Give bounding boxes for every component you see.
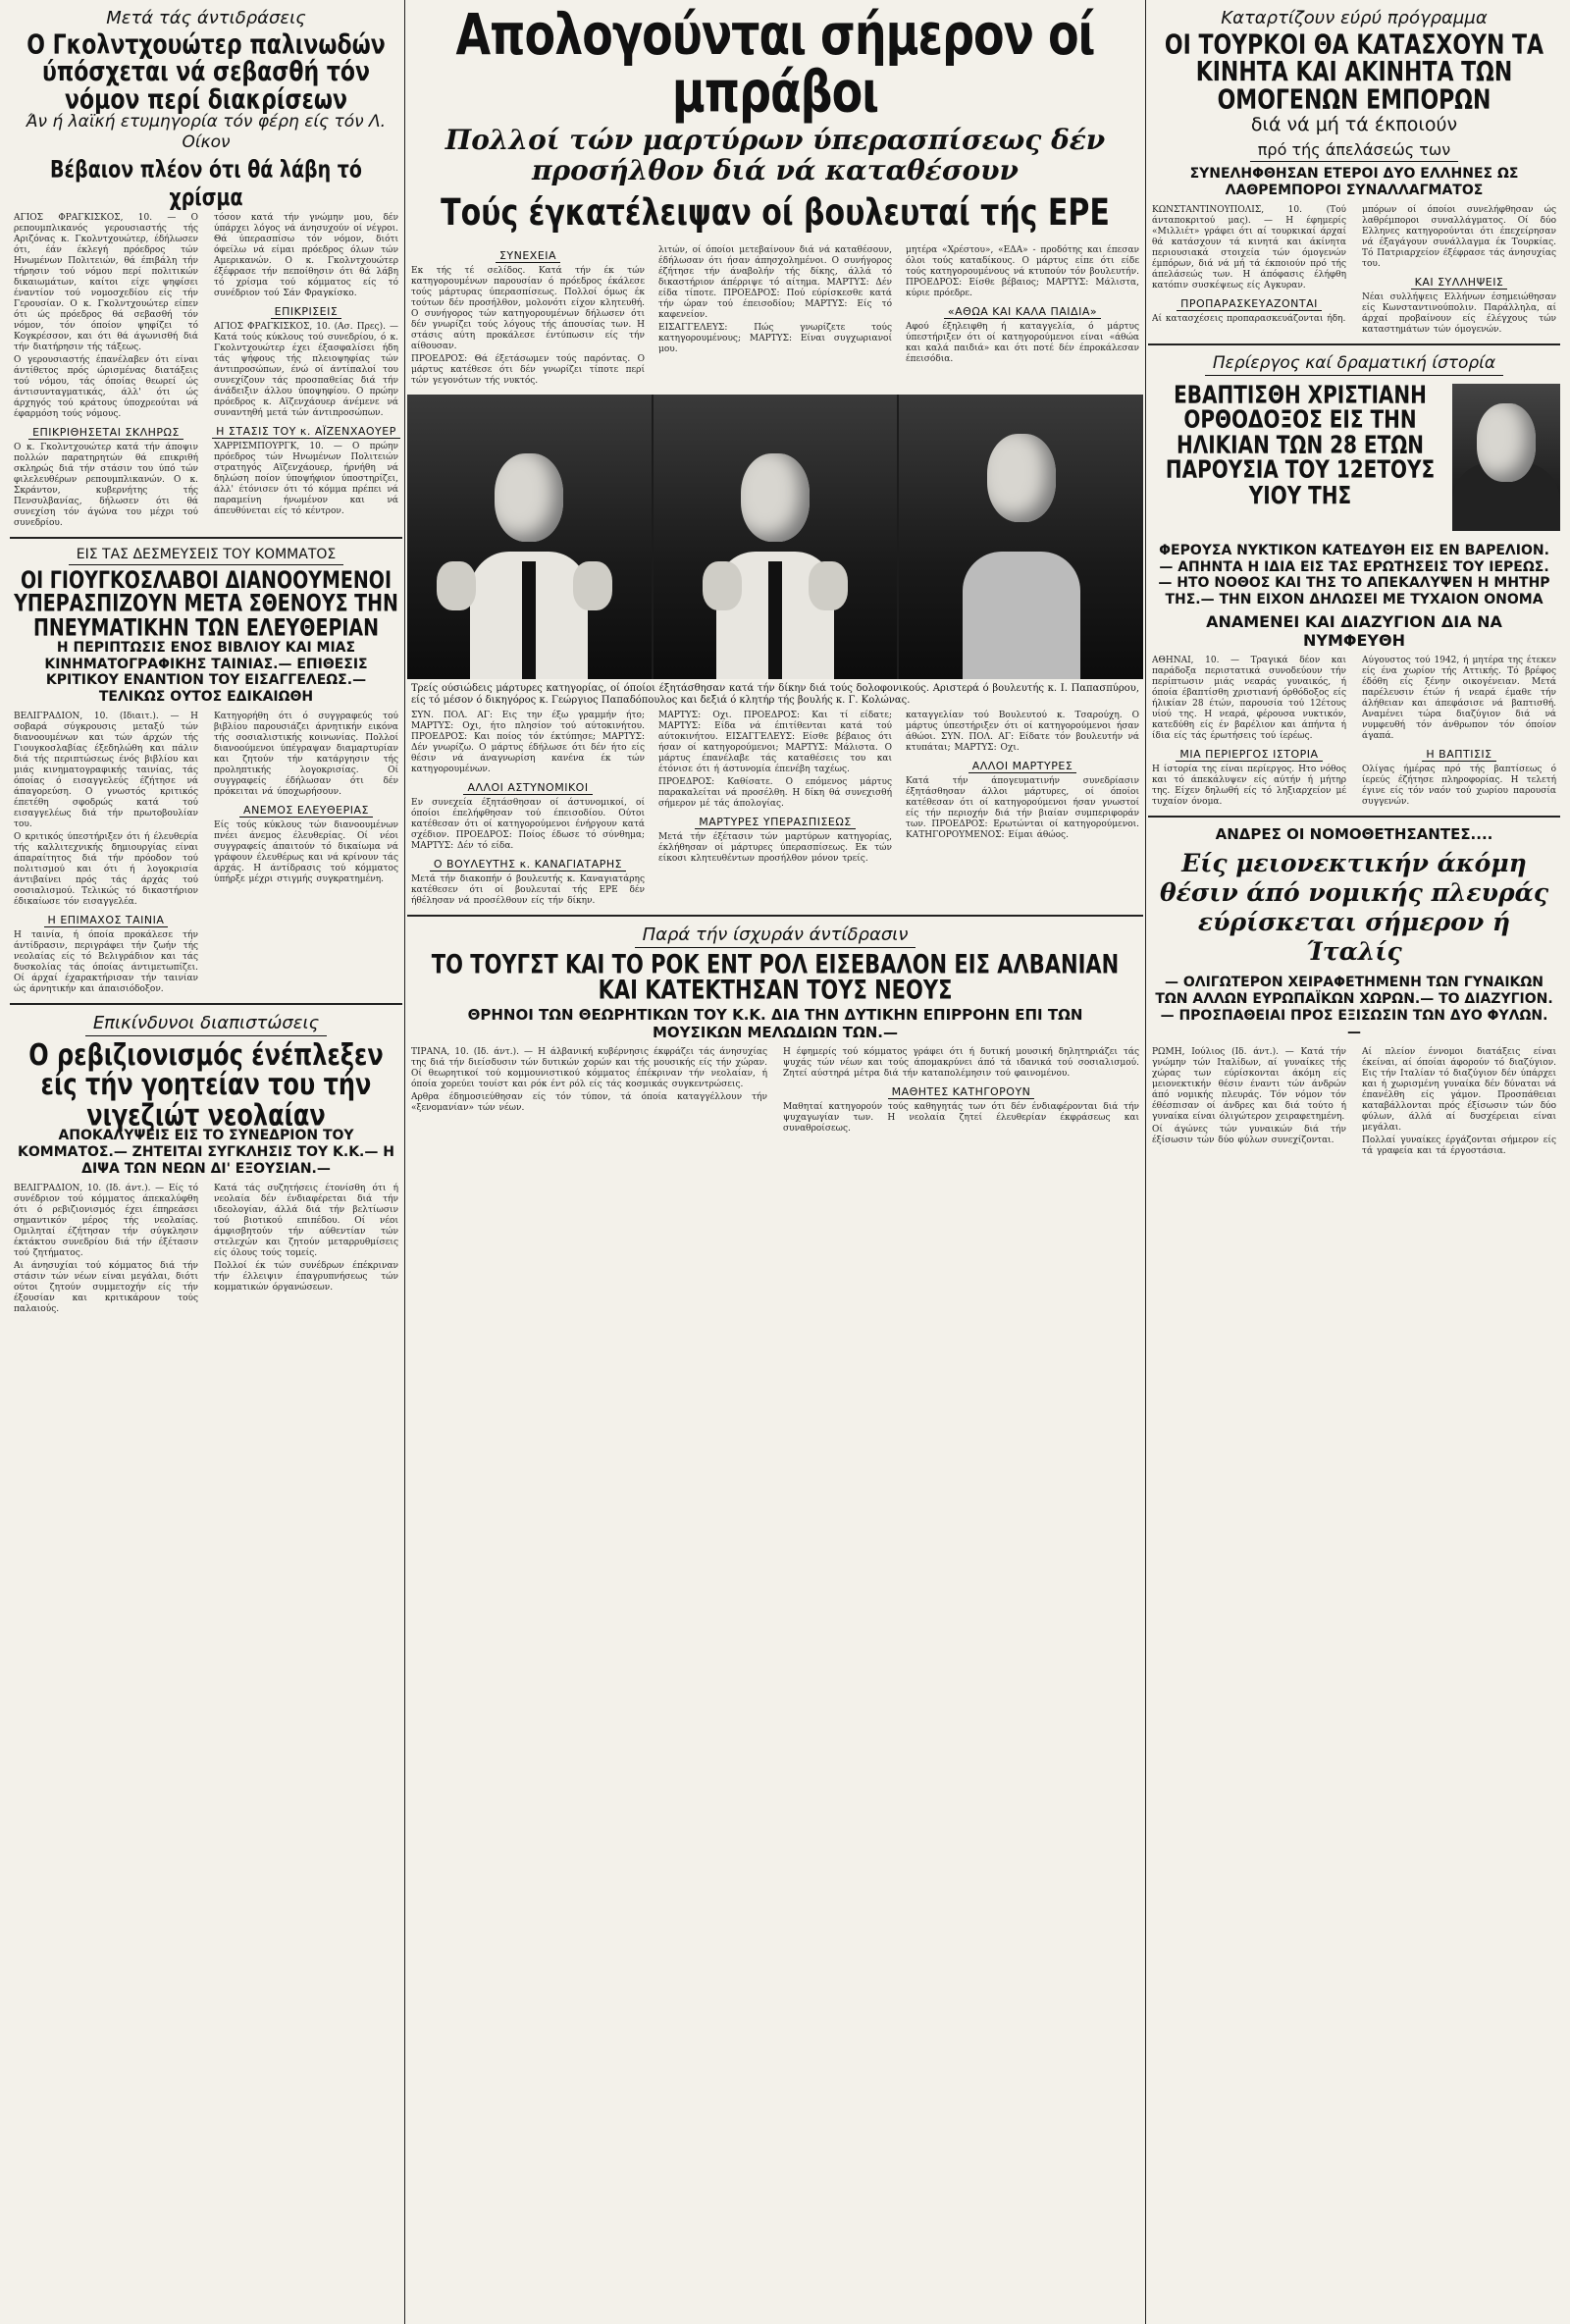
section-other-witnesses: ΑΛΛΟΙ ΜΑΡΤΥΡΕΣ	[902, 760, 1143, 772]
section-students: ΜΑΘΗΤΕΣ ΚΑΤΗΓΟΡΟΥΝ	[779, 1085, 1143, 1098]
kicker-italy: ΑΝΔΡΕΣ ΟΙ ΝΟΜΟΘΕΤΗΣΑΝΤΕΣ....	[1215, 825, 1493, 844]
photo-woman	[1452, 384, 1560, 531]
baptism-body: ΑΘΗΝΑΙ, 10. — Τραγικά δέον και παράδοξα περιστατικά συνοδεύουν τήν περίπτωσιν μιάς νεαράς γυναικός, ή όποία έβαπτίσθη χριστιανή όρθόδοξος είς ήλικίαν 28 έτών, παρουσία τού 12έτους υίού της. Η νεαρά, φέρουσα νυκτικόν, κατεδύθη είς έν βαρέλιον και άπήντα ή ίδια είς τάς έρωτήσεις τού ίερέως. ΜΙΑ ΠΕΡΙΕΡΓΟΣ ΙΣΤΟΡΙΑ Η ίστορία της είναι περίεργος. Ητο νόθος και τό άπεκάλυψεν είς αύτήν ή μήτηρ της. Είχεν δηλωθή είς τό ληξιαρχείον μέ τυχαίον όνομα. Αύγουστος τού 1942, ή μητέρα της έτεκεν είς ένα χωρίον τής Αττικής. Τό βρέφος έδόθη είς ξένην οικογένειαν. Μετά παρέλευσιν έτών ή νεαρά έμαθε τήν άλήθειαν και άπεφάσισε νά βαπτισθή. Αναμένει τώρα διαζύγιον διά νά νυμφευθή τόν άνθρωπον τόν όποίον άγαπά. Η ΒΑΠΤΙΣΙΣ Ολίγας ήμέρας πρό τής βαπτίσεως ό ίερεύς έζήτησε πληροφορίας. Η τελετή έγινε είς τόν ναόν τού χωρίου παρουσία συγγενών.	[1148, 654, 1560, 810]
trial-body-mid: ΣΥΝ. ΠΟΛ. ΑΓ: Εις την έξω γραμμήν ήτο; ΜΑΡΤΥΣ: Οχι, ήτο πλησίον τού αύτοκινήτου. ΠΡΟΕΔΡΟΣ: Και ποίος τόν έκτύπησε; ΜΑΡΤΥΣ: Δέν γνωρίζω. Ο μάρτυς έδήλωσε ότι δέν ήτο είς θέσιν νά άναγνωρίση κανένα έκ τών κατηγορουμένων. ΑΛΛΟΙ ΑΣΤΥΝΟΜΙΚΟΙ Εν συνεχεία έξητάσθησαν οί άστυνομικοί, οί όποίοι έπελήφθησαν τού έπεισοδίου. Ούτοι κατέθεσαν ότι οί κατηγορούμενοι ένήργουν κατά σχέδιον. ΠΡΟΕΔΡΟΣ: Ποίος έδωσε τό σύνθημα; ΜΑΡΤΥΣ: Δέν τό είδα. Ο ΒΟΥΛΕΥΤΗΣ κ. ΚΑΝΑΓΙΑΤΑΡΗΣ Μετά τήν διακοπήν ό βουλευτής κ. Καναγιατάρης κατέθεσεν ότι οί βουλευταί τής ΕΡΕ δέν ήθέλησαν νά προσέλθουν είς τήν δίκην. ΜΑΡΤΥΣ: Οχι. ΠΡΟΕΔΡΟΣ: Και τί είδατε; ΜΑΡΤΥΣ: Είδα νά έπιτίθενται κατά τού αύτοκινήτου. ΕΙΣΑΓΓΕΛΕΥΣ: Είσθε βέβαιος ότι ήσαν οί κατηγορούμενοι; ΜΑΡΤΥΣ: Μάλιστα. Ο μάρτυς έπανέλαβε τάς καταθέσεις του και έτόνισε ότι ή άστυνομία έπενέβη ταχέως. ΠΡΟΕΔΡΟΣ: Καθίσατε. Ο επόμενος μάρτυς παρακαλείται νά προσέλθη. Η δίκη θά συνεχισθή σήμερον μέ τάς άπολογίας. ΜΑΡΤΥΡΕΣ ΥΠΕΡΑΣΠΙΣΕΩΣ Μετά τήν έξέτασιν τών μαρτύρων κατηγορίας, έκλήθησαν οί μάρτυρες ύπερασπίσεως. Εκ τών είκοσι κλητευθέντων προσήλθον μόνον τρείς. καταγγελίαν τού Βουλευτού κ. Τσαρούχη. Ο μάρτυς ύπεστήριξεν ότι οί κατηγορούμενοι ήσαν άθώοι. ΣΥΝ. ΠΟΛ. ΑΓ: Είδατε τόν βουλευτήν νά κτυπάται; ΜΑΡΤΥΣ: Οχι. ΑΛΛΟΙ ΜΑΡΤΥΡΕΣ Κατά τήν άπογευματινήν συνεδρίασιν έξητάσθησαν άλλοι μάρτυρες, οί όποίοι κατέθεσαν ότι οί κατηγορούμενοι ήσαν γνωστοί είς τήν περιοχήν διά τήν βιαίαν συμπεριφοράν των. ΠΡΟΕΔΡΟΣ: Ερωτώνται οί κατηγορούμενοι. ΚΑΤΗΓΟΡΟΥΜΕΝΟΣ: Είμαι άθώος.	[407, 709, 1143, 909]
baptism-headline-row	[1148, 380, 1560, 535]
column-rule-1	[404, 0, 405, 2324]
italy-body: ΡΩΜΗ, Ιούλιος (Ιδ. άντ.). — Κατά τήν γνώμην τών Ιταλίδων, αί γυναίκες τής χώρας των εύρίσκονται άκόμη είς μειονεκτικήν θέσιν έναντι τών άνδρών άπό νομικής πλευράς. Τόν νόμον τόν έθέσπισαν οί άνδρες και διά τούτο ή γυναίκα είναι όλιγώτερον χειραφετημένη. Οί άγώνες τών γυναικών διά τήν έξίσωσιν τών δύο φύλων συνεχίζονται. Αί πλείον έννομοι διατάξεις είναι έκείναι, αί όποίαι άφορούν τό διαζύγιον. Εις τήν Ιταλίαν τό διαζύγιον δέν ύπάρχει και ή χωρισμένη γυναίκα δέν δύναται νά έπανέλθη είς γάμον. Προσπάθειαι καταβάλλονται πρός έξίσωσιν τών δύο φύλων, άλλά αί δυσχέρειαι είναι μεγάλαι. Πολλαί γυναίκες έργάζονται σήμερον είς τά γραφεία και τά έργοστάσια.	[1152, 1046, 1556, 1156]
column-rule-2	[1145, 0, 1146, 2324]
subhead-goldwater-2: Βέβαιον πλέον ότι θά λάβη τό χρίσμα	[50, 156, 362, 212]
subhead-revisionism: ΑΠΟΚΑΛΥΨΕΙΣ ΕΙΣ ΤΟ ΣΥΝΕΔΡΙΟΝ ΤΟΥ ΚΟΜΜΑΤΟΣ.— ΖΗΤΕΙΤΑΙ ΣΥΓΚΛΗΣΙΣ ΤΟΥ Κ.Κ.— Η ΔΙΨΑ ΤΩΝ ΝΕΩΝ ΔΙ' ΕΞΟΥΣΙΑΝ.—	[18, 1128, 394, 1177]
headline-ere: Τούς έγκατέλειψαν οί βουλευταί τής ΕΡΕ	[441, 191, 1110, 236]
headline-turks: ΟΙ ΤΟΥΡΚΟΙ ΘΑ ΚΑΤΑΣΧΟΥΝ ΤΑ ΚΙΝΗΤΑ ΚΑΙ ΑΚΙΝΗΤΑ ΤΩΝ ΟΜΟΓΕΝΩΝ ΕΜΠΟΡΩΝ	[1164, 29, 1544, 116]
section-synecheia: ΣΥΝΕΧΕΙΑ	[407, 249, 649, 262]
headline-italy: Είς μειονεκτικήν άκόμη θέσιν άπό νομικής πλευράς εύρίσκεται σήμερον ή Ίταλίς	[1159, 849, 1549, 967]
headline-revisionism: Ο ρεβιζιονισμός ένέπλεξεν είς τήν γοητείαν του τήν νιγεζιώτ νεολαίαν	[28, 1037, 384, 1133]
trial-body-top: ΣΥΝΕΧΕΙΑ Εκ τής τέ σελίδος. Κατά τήν έκ τών κατηγορουμένων παρουσίαν ό πρόεδρος έκάλεσε τούς μάρτυρας ύπερασπίσεως. Πολλοί όμως έκ τούτων δέν προσήλθον, μολονότι είχον κλητευθή. Ο συνήγορος τών κατηγορουμένων δήλωσεν ότι δέν γνωρίζει τούς λόγους τής άπουσίας των. Η στάσις αύτη προκάλεσε έντύπωσιν είς τήν αίθουσαν. ΠΡΟΕΔΡΟΣ: Θά έξετάσωμεν τούς παρόντας. Ο μάρτυς κατέθεσε ότι δέν γνωρίζει τίποτε περί τών γεγονότων τής νυκτός. λιτών, οί όποίοι μετεβαίνουν διά νά καταθέσουν, έδήλωσαν ότι ήσαν άπησχολημένοι. Ο συνήγορος έζήτησε τήν άναβολήν τής δίκης, άλλά τό δικαστήριον άπέρριψε τό αίτημα. ΜΑΡΤΥΣ: Δέν είδα τίποτε. ΠΡΟΕΔΡΟΣ: Πού εύρίσκεσθε κατά τήν ώραν τού έπεισοδίου; ΜΑΡΤΥΣ: Είς τό καφενείον. ΕΙΣΑΓΓΕΛΕΥΣ: Πώς γνωρίζετε τούς κατηγορουμένους; ΜΑΡΤΥΣ: Είναι συγχωριανοί μου. μητέρα «Χρέστου», «ΕΔΑ» - προδότης και έπεσαν όλοι τούς καταδίκους. Ο μάρτυς είπε ότι είδε τούς κατηγορουμένους νά κτυπούν τόν βουλευτήν. ΠΡΟΕΔΡΟΣ: Είσθε βέβαιος; ΜΑΡΤΥΣ: Μάλιστα, κύριε πρόεδρε. «ΑΘΩΑ ΚΑΙ ΚΑΛΑ ΠΑΙΔΙΑ» Αφού έξηλειφθη ή καταγγελία, ό μάρτυς ύπεστήριξεν ότι οί κατηγορούμενοι είναι «άθώα και καλά παιδιά» και ότι ποτέ δέν έπροκάλεσαν έπεισόδια.	[407, 243, 1143, 389]
photo-witness-center	[654, 395, 898, 679]
photo-caption: Τρείς ούσιώδεις μάρτυρες κατηγορίας, οί όποίοι έξητάσθησαν κατά τήν δίκην διά τούς δολοφονικούς. Αριστερά ό βουλευτής κ. Ι. Παπασπύρου, είς τό μέσον ό δικηγόρος κ. Γεώργιος Παπαδόπουλος και δεξιά ό κλητήρ τής βουλής κ. Γ. Κολώνας.	[411, 683, 1139, 706]
turks-article	[1148, 8, 1560, 338]
subhead-italy: — ΟΛΙΓΩΤΕΡΟΝ ΧΕΙΡΑΦΕΤΗΜΕΝΗ ΤΩΝ ΓΥΝΑΙΚΩΝ ΤΩΝ ΑΛΛΩΝ ΕΥΡΩΠΑΪΚΩΝ ΧΩΡΩΝ.— ΤΟ ΔΙΑΖΥΓΙΟΝ.— ΠΡΟΣΠΑΘΕΙΑΙ ΠΡΟΣ ΕΞΙΣΩΣΙΝ ΤΩΝ ΔΥΟ ΦΥΛΩΝ.—	[1155, 975, 1553, 1040]
headline-baptism: ΕΒΑΠΤΙΣΘΗ ΧΡΙΣΤΙΑΝΗ ΟΡΘΟΔΟΞΟΣ ΕΙΣ ΤΗΝ ΗΛΙΚΙΑΝ ΤΩΝ 28 ΕΤΩΝ ΠΑΡΟΥΣΙΑ ΤΟΥ 12ΕΤΟΥΣ ΥΙΟΥ ΤΗΣ	[1165, 379, 1436, 509]
section-mp: Ο ΒΟΥΛΕΥΤΗΣ κ. ΚΑΝΑΓΙΑΤΑΡΗΣ	[407, 858, 649, 871]
section-film: Η ΕΠΙΜΑΧΟΣ ΤΑΙΝΙΑ	[10, 914, 202, 926]
revisionism-article	[10, 1013, 402, 1317]
section-innocent: «ΑΘΩΑ ΚΑΙ ΚΑΛΑ ΠΑΙΔΙΑ»	[902, 305, 1143, 318]
baptism-article	[1148, 353, 1560, 811]
subhead-yugoslav: Η ΠΕΡΙΠΤΩΣΙΣ ΕΝΟΣ ΒΙΒΛΙΟΥ ΚΑΙ ΜΙΑΣ ΚΙΝΗΜΑΤΟΓΡΑΦΙΚΗΣ ΤΑΙΝΙΑΣ.— ΕΠΙΘΕΣΙΣ ΚΡΙΤΙΚΟΥ ΕΝΑΝΤΙΟΝ ΤΟΥ ΕΙΣΑΓΓΕΛΕΩΣ.— ΤΕΛΙΚΩΣ ΟΥΤΟΣ ΕΔΙΚΑΙΩΘΗ	[44, 639, 368, 706]
albania-article	[407, 924, 1143, 1136]
middle-column	[407, 0, 1143, 2324]
kicker-revisionism: Επικίνδυνοι διαπιστώσεις	[10, 1013, 402, 1036]
subhead-goldwater: Άν ή λαϊκή ετυμηγορία τόν φέρη είς τόν Λ. Οίκον	[26, 112, 387, 152]
revisionism-body: ΒΕΛΙΓΡΑΔΙΟΝ, 10. (Ιδ. άντ.). — Είς τό συνέδριον τού κόμματος άπεκαλύφθη ότι ό ρεβιζιονισμός έχει έπηρεάσει σημαντικόν μέρος τής νεολαίας. Ομιληταί έζήτησαν τήν σύγκλησιν έκτάκτου συνεδρίου διά τήν έξέτασιν τού ζητήματος. Αι άνησυχίαι τού κόμματος διά τήν στάσιν τών νέων είναι μεγάλαι, διότι ούτοι ζητούν συμμετοχήν είς τήν έξουσίαν και κριτικάρουν τούς παλαιούς. Κατά τάς συζητήσεις έτονίσθη ότι ή νεολαία δέν ένδιαφέρεται διά τήν ιδεολογίαν, άλλά διά τήν βελτίωσιν τού βιοτικού επιπέδου. Οί νέοι άμφισβητούν τήν αύθεντίαν τών στελεχών και ζητούν μεταρρυθμίσεις είς όλους τούς τομείς. Πολλοί έκ τών συνέδρων έπέκριναν τήν έλλειψιν έπαγρυπνήσεως τών κομματικών όργανώσεων.	[14, 1183, 398, 1314]
subhead-turks-2: πρό τής άπελάσεώς των	[1154, 140, 1554, 162]
right-column	[1148, 0, 1560, 2324]
subhead-baptism-2: ΑΝΑΜΕΝΕΙ ΚΑΙ ΔΙΑΖΥΓΙΟΝ ΔΙΑ ΝΑ ΝΥΜΦΕΥΘΗ	[1206, 612, 1502, 651]
goldwater-body: ΑΓΙΟΣ ΦΡΑΓΚΙΣΚΟΣ, 10. — Ο ρεπουμπλικανός γερουσιαστής τής Αριζόνας κ. Γκολντχουώτερ, έδήλωσεν ότι, έάν έκλεγή πρόεδρος τών Ηνωμένων Πολιτειών, θά έπιβάλη τήν τήρησιν τού νόμου περί πολιτικών δικαιωμάτων, καίτοι είχε ψηφίσει έναντίον τού νομοσχεδίου είς τήν Γερουσίαν. Ο κ. Γκολντχουώτερ είπεν ότι ώς πρόεδρος θά σεβασθή τόν νόμον, τόν όποίον ψηφίζει τό Κογκρέσσον, και ότι θά άγωνισθή διά τήν διατήρησιν τής τάξεως. Ο γερουσιαστής έπανέλαβεν ότι είναι άντίθετος πρός ώρισμένας διατάξεις τού νόμου, τάς όποίας θεωρεί ώς άντισυνταγματικάς, άλλ' ότι ώς άρχηγός τού κράτους ύποχρεούται νά έφαρμόση τούς νόμους. ΕΠΙΚΡΙΘΗΣΕΤΑΙ ΣΚΛΗΡΩΣ Ο κ. Γκολντχουώτερ κατά τήν άποψιν πολλών παρατηρητών θά επικριθή σκληρώς διά τήν στάσιν του ύπό τών φιλελευθέρων ρεπουμπλικανών. Ο κ. Σκράντον, κυβερνήτης τής Πενσυλβανίας, δήλωσεν ότι θά συνεχίση τόν άγώνα του μέχρι τού συνεδρίου. τόσον κατά τήν γνώμην μου, δέν ύπάρχει λόγος νά άνησυχούν οί νέγροι. Θά ύπερασπίσω τόν νόμον, διότι όφείλω νά είμαι πρόεδρος όλων τών Αμερικανών. Ο κ. Γκολντχουώτερ έξέφρασε τήν πεποίθησιν ότι θά λάβη τό χρίσμα τού κόμματος είς τό συνέδριον τού Σάν Φραγκίσκο. ΕΠΙΚΡΙΣΕΙΣ ΑΓΙΟΣ ΦΡΑΓΚΙΣΚΟΣ, 10. (Ασ. Πρες). — Κατά τούς κύκλους τού συνεδρίου, ό κ. Γκολντχουώτερ έχει έξασφαλίσει ήδη τάς ψήφους τής πλειοψηφίας τών άντιπροσώπων, ένώ οί άντίπαλοί του συνεχίζουν τάς προσπαθείας διά τήν άνάδειξιν άλλου ύποψηφίου. Ο πρώην πρόεδρος κ. Αϊζενχάουερ άνέμενε νά συναντηθή μετά τών άντιπροσώπων. Η ΣΤΑΣΙΣ ΤΟΥ κ. ΑΪΖΕΝΧΑΟΥΕΡ ΧΑΡΡΙΣΜΠΟΥΡΓΚ, 10. — Ο πρώην πρόεδρος τών Ηνωμένων Πολιτειών στρατηγός Αϊζενχάουερ, ήρνήθη νά δηλώση ποίον ύποψήφιον ύποστηρίζει, άλλ' έτόνισεν ότι τό κόμμα πρέπει νά παραμείνη ήνωμένον και νά άπευθύνεται είς τό κέντρον.	[10, 211, 402, 531]
section-freedom-wind: ΑΝΕΜΟΣ ΕΛΕΥΘΕΡΙΑΣ	[210, 804, 402, 817]
kicker-albania: Παρά τήν ίσχυράν άντίδρασιν	[407, 924, 1143, 948]
section-arrests: ΚΑΙ ΣΥΛΛΗΨΕΙΣ	[1358, 276, 1560, 289]
italy-article	[1148, 825, 1560, 1158]
section-eisenhower: Η ΣΤΑΣΙΣ ΤΟΥ κ. ΑΪΖΕΝΧΑΟΥΕΡ	[210, 425, 402, 438]
headline-trial: Απολογούνται σήμερον οί μπράβοι	[455, 1, 1095, 126]
photo-witness-right	[899, 395, 1143, 679]
turks-body: ΚΩΝΣΤΑΝΤΙΝΟΥΠΟΛΙΣ, 10. (Τού άνταποκριτού μας). — Η έφημερίς «Μιλλιέτ» γράφει ότι αί τουρκικαί άρχαί θά κατάσχουν τά κινητά και άκίνητα περιουσιακά στοιχεία τών όμογενών έμπόρων, διά νά μή τά έκποιούν πρό τής άπελάσεώς των. Η άπόφασις έλήφθη κατόπιν συσκέψεως είς Αγκυραν. ΠΡΟΠΑΡΑΣΚΕΥΑΖΟΝΤΑΙ Αί κατασχέσεις προπαρασκευάζονται ήδη. μπόρων οί όποίοι συνελήφθησαν ώς λαθρέμποροι συναλλάγματος. Οί δύο Ελληνες κατηγορούνται ότι έπεχείρησαν νά έξαγάγουν συνάλλαγμα έκ Τουρκίας. Τό Πατριαρχείον έξέφρασε τάς άνησυχίας του. ΚΑΙ ΣΥΛΛΗΨΕΙΣ Νέαι συλλήψεις Ελλήνων έσημειώθησαν είς Κωνσταντινούπολιν. Παράλληλα, αί άρχαί προβαίνουν είς έλέγχους τών καταστημάτων τών όμογενών.	[1148, 203, 1560, 338]
section-epikriseis: ΕΠΙΚΡΙΘΗΣΕΤΑΙ ΣΚΛΗΡΩΣ	[10, 426, 202, 439]
goldwater-article	[10, 8, 402, 531]
kicker-baptism: Περίεργος καί δραματική ίστορία	[1148, 353, 1560, 376]
kicker-goldwater: Μετά τάς άντιδράσεις	[106, 8, 306, 28]
albania-body: ΤΙΡΑΝΑ, 10. (Ιδ. άντ.). — Η άλβανική κυβέρνησις έκφράζει τάς άνησυχίας της διά τήν διείσδυσιν τών δυτικών χορών και τής μουσικής είς τήν χώραν. Οί θεωρητικοί τού κομμουνιστικού κόμματος έπέκριναν τήν νεολαίαν, ή όποία χορεύει τουίστ και ρόκ έντ ρόλ είς τάς κοσμικάς συγκεντρώσεις. Αρθρα έδημοσιεύθησαν είς τόν τύπον, τά όποία καταγγέλλουν τήν «ξενομανίαν» τών νέων. Η έφημερίς τού κόμματος γράφει ότι ή δυτική μουσική δηλητηριάζει τάς ψυχάς τών νέων και τούς άπομακρύνει άπό τά ιδανικά τού σοσιαλισμού. Ζητεί αύστηρά μέτρα διά τήν καταπολέμησιν τού φαινομένου. ΜΑΘΗΤΕΣ ΚΑΤΗΓΟΡΟΥΝ Μαθηταί κατηγορούν τούς καθηγητάς των ότι δέν ένδιαφέρονται διά τήν ψυχαγωγίαν των. Η νεολαία ζητεί έλευθερίαν έκφράσεως και συναθροίσεως.	[407, 1045, 1143, 1136]
section-other-police: ΑΛΛΟΙ ΑΣΤΥΝΟΜΙΚΟΙ	[407, 781, 649, 794]
photo-witnesses	[407, 395, 1143, 679]
subhead-turks: διά νά μή τά έκποιούν	[1250, 114, 1458, 136]
yugoslav-body: ΒΕΛΙΓΡΑΔΙΟΝ, 10. (Ιδιαιτ.). — Η σοβαρά σύγκρουσις μεταξύ τών διανοουμένων και τών άρχών τής Γιουγκοσλαβίας έξεδηλώθη και πάλιν διά τής περιπτώσεως ένός βιβλίου και μιάς κινηματογραφικής ταινίας, τάς όποίας ό εισαγγελεύς έζήτησε νά άπαγορεύση. Ο γνωστός κριτικός έπετέθη σφοδρώς κατά τού εισαγγελέως διά τήν πρωτοβουλίαν του. Ο κριτικός ύπεστήριξεν ότι ή έλευθερία τής καλλιτεχνικής δημιουργίας είναι άπαραίτητος διά τήν πρόοδον τού πολιτισμού και ότι ή λογοκρισία άντιβαίνει πρός τάς άρχάς τού σοσιαλισμού. Τελικώς τό δικαστήριον έδικαίωσε τόν εισαγγελέα. Η ΕΠΙΜΑΧΟΣ ΤΑΙΝΙΑ Η ταινία, ή όποία προκάλεσε τήν άντίδρασιν, περιγράφει τήν ζωήν τής νεολαίας είς τό Βελιγράδιον και τάς δυσκολίας τάς όποίας άντιμετωπίζει. Οί άρχαί έχαρακτήρισαν τήν ταινίαν ώς άρνητικήν και άπαισιόδοξον. Κατηγορήθη ότι ό συγγραφεύς τού βιβλίου παρουσιάζει άρνητικήν εικόνα τής σοσιαλιστικής κοινωνίας. Πολλοί διανοούμενοι ύπέγραψαν διαμαρτυρίαν και ζητούν τήν κατάργησιν τής προληπτικής λογοκρισίας. Οί συγγραφείς έδήλωσαν ότι δέν πρόκειται νά ύποχωρήσουν. ΑΝΕΜΟΣ ΕΛΕΥΘΕΡΙΑΣ Είς τούς κύκλους τών διανοουμένων πνέει άνεμος έλευθερίας. Οί νέοι συγγραφείς άπαιτούν τό δικαίωμα νά γράφουν έλευθέρως και νά κρίνουν τάς άρχάς. Η άντίδρασις τού κόμματος ύπήρξε μέχρι στιγμής συγκρατημένη.	[10, 710, 402, 997]
section-preparations: ΠΡΟΠΑΡΑΣΚΕΥΑΖΟΝΤΑΙ	[1148, 297, 1350, 310]
headline-yugoslav: ΟΙ ΓΙΟΥΓΚΟΣΛΑΒΟΙ ΔΙΑΝΟΟΥΜΕΝΟΙ ΥΠΕΡΑΣΠΙΖΟΥΝ ΜΕΤΑ ΣΘΕΝΟΥΣ ΤΗΝ ΠΝΕΥΜΑΤΙΚΗΝ ΤΩΝ ΕΛΕΥΘΕΡΙΑΝ	[14, 566, 398, 642]
subhead-baptism: ΦΕΡΟΥΣΑ ΝΥΚΤΙΚΟΝ ΚΑΤΕΔΥΘΗ ΕΙΣ ΕΝ ΒΑΡΕΛΙΟΝ.— ΑΠΗΝΤΑ Η ΙΔΙΑ ΕΙΣ ΤΑΣ ΕΡΩΤΗΣΕΙΣ ΤΟΥ ΙΕΡΕΩΣ.— ΗΤΟ ΝΟΘΟΣ ΚΑΙ ΤΗΣ ΤΟ ΑΠΕΚΑΛΥΨΕΝ Η ΜΗΤΗΡ ΤΗΣ.— ΤΗΝ ΕΙΧΟΝ ΔΗΛΩΣΕΙ ΜΕ ΤΥΧΑΙΟΝ ΟΝΟΜΑ	[1158, 542, 1550, 608]
yugoslav-article	[10, 547, 402, 997]
kicker-turks: Καταρτίζουν εύρύ πρόγραμμα	[1221, 8, 1488, 28]
headline-goldwater: Ο Γκολντχουώτερ παλινωδών ύπόσχεται νά σεβασθή τόν νόμον περί διακρίσεων	[26, 29, 386, 116]
section-defense-witnesses: ΜΑΡΤΥΡΕΣ ΥΠΕΡΑΣΠΙΣΕΩΣ	[654, 816, 896, 828]
subhead-albania: ΘΡΗΝΟΙ ΤΩΝ ΘΕΩΡΗΤΙΚΩΝ ΤΟΥ Κ.Κ. ΔΙΑ ΤΗΝ ΔΥΤΙΚΗΝ ΕΠΙΡΡΟΗΝ ΕΠΙ ΤΩΝ ΜΟΥΣΙΚΩΝ ΜΕΛΩΔΙΩΝ ΤΩΝ.—	[467, 1005, 1083, 1041]
section-epikriseis-2: ΕΠΙΚΡΙΣΕΙΣ	[210, 305, 402, 318]
section-baptism: Η ΒΑΠΤΙΣΙΣ	[1358, 748, 1560, 761]
subhead-turks-3: ΣΥΝΕΛΗΦΘΗΣΑΝ ΕΤΕΡΟΙ ΔΥΟ ΕΛΛΗΝΕΣ ΩΣ ΛΑΘΡΕΜΠΟΡΟΙ ΣΥΝΑΛΛΑΓΜΑΤΟΣ	[1189, 166, 1519, 199]
trial-article	[407, 1, 1143, 909]
headline-albania: ΤΟ ΤΟΥΓΣΤ ΚΑΙ ΤΟ ΡΟΚ ΕΝΤ ΡΟΛ ΕΙΣΕΒΑΛΟΝ ΕΙΣ ΑΛΒΑΝΙΑΝ ΚΑΙ ΚΑΤΕΚΤΗΣΑΝ ΤΟΥΣ ΝΕΟΥΣ	[431, 949, 1120, 1006]
left-column	[10, 0, 402, 2324]
kicker-yugoslav: ΕΙΣ ΤΑΣ ΔΕΣΜΕΥΣΕΙΣ ΤΟΥ ΚΟΜΜΑΤΟΣ	[10, 547, 402, 565]
section-strange-story: ΜΙΑ ΠΕΡΙΕΡΓΟΣ ΙΣΤΟΡΙΑ	[1148, 748, 1350, 761]
photo-witness-left	[407, 395, 652, 679]
subhead-trial: Πολλοί τών μαρτύρων ύπερασπίσεως δέν προσήλθον διά νά καταθέσουν	[445, 123, 1106, 186]
